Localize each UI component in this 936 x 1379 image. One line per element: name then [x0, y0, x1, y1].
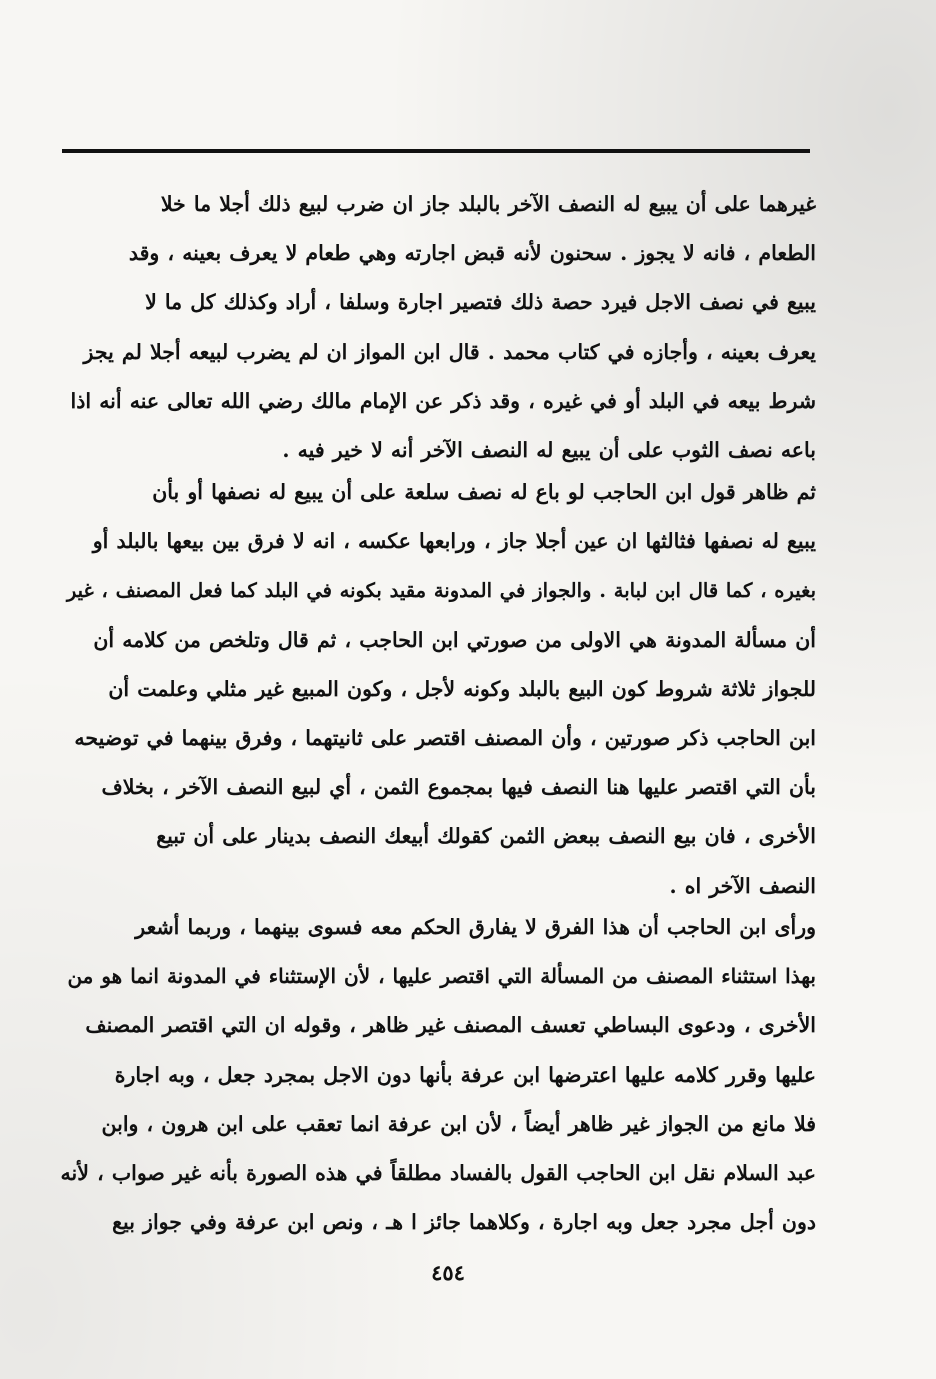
text-line: فلا مانع من الجواز غير ظاهر أيضاً ، لأن ابن عرفة انما تعقب على ابن هرون ، وابن: [101, 1111, 816, 1136]
text-line: بأن التي اقتصر عليها هنا النصف فيها بمجموع الثمن ، أي لبيع النصف الآخر ، بخلاف: [101, 775, 816, 800]
text-line: الأخرى ، ودعوى البساطي تعسف المصنف غير ظاهر ، وقوله ان التي اقتصر المصنف: [85, 1013, 816, 1038]
text-line: الطعام ، فانه لا يجوز . سحنون لأنه قبض اجارته وهي طعام لا يعرف بعينه ، وقد: [128, 241, 816, 266]
text-line: شرط بيعه في البلد أو في غيره ، وقد ذكر عن الإمام مالك رضي الله تعالى عنه أنه اذا: [70, 388, 816, 413]
text-line: بهذا استثناء المصنف من المسألة التي اقتصر عليها ، لأن الإستثناء في المدونة انما هو من: [67, 964, 816, 989]
text-line: غيرهما على أن يبيع له النصف الآخر بالبلد جاز ان ضرب لبيع ذلك أجلا ما خلا: [160, 192, 816, 216]
text-line: بغيره ، كما قال ابن لبابة . والجواز في المدونة مقيد بكونه في البلد كما فعل المصنف ، غير: [66, 579, 816, 603]
text-line: يبيع له نصفها فثالثها ان عين أجلا جاز ، ورابعها عكسه ، انه لا فرق بين بيعها بالبلد أو: [92, 529, 816, 554]
text-line: أن مسألة المدونة هي الاولى من صورتي ابن الحاجب ، ثم قال وتلخص من كلامه أن: [93, 627, 816, 652]
text-line: دون أجل مجرد جعل وبه اجارة ، وكلاهما جائز ا هـ ، ونص ابن عرفة وفي جواز بيع: [112, 1210, 816, 1235]
text-line: للجواز ثلاثة شروط كون البيع بالبلد وكونه لأجل ، وكون المبيع غير مثلي وعلمت أن: [108, 676, 816, 701]
text-line: يعرف بعينه ، وأجازه في كتاب محمد . قال ابن المواز ان لم يضرب لبيعه أجلا لم يجز: [83, 339, 816, 364]
text-line: ثم ظاهر قول ابن الحاجب لو باع له نصف سلعة على أن يبيع له نصفها أو بأن: [152, 480, 816, 504]
text-line: عبد السلام نقل ابن الحاجب القول بالفساد مطلقاً في هذه الصورة بأنه غير صواب ، لأنه: [60, 1160, 816, 1185]
paragraph-2: [60, 468, 816, 911]
text-line: ابن الحاجب ذكر صورتين ، وأن المصنف اقتصر على ثانيتهما ، وفرق بينهما في توضيحه: [74, 725, 816, 750]
paragraph-3: [60, 903, 816, 1247]
text-line: عليها وقرر كلامه عليها اعترضها ابن عرفة بأنها دون الاجل بمجرد جعل ، وبه اجارة: [114, 1062, 816, 1087]
page-number: ٤٥٤: [431, 1260, 465, 1285]
text-line: ورأى ابن الحاجب أن هذا الفرق لا يفارق الحكم معه فسوى بينهما ، وربما أشعر: [135, 915, 816, 939]
text-line: باعه نصف الثوب على أن يبيع له النصف الآخر أنه لا خير فيه .: [282, 437, 816, 462]
header-rule: [62, 149, 810, 153]
text-line: النصف الآخر اه .: [669, 873, 816, 898]
text-line: يبيع في نصف الاجل فيرد حصة ذلك فتصير اجارة وسلفا ، أراد وكذلك كل ما لا: [145, 290, 816, 315]
text-line: الأخرى ، فان بيع النصف ببعض الثمن كقولك أبيعك النصف بدينار على أن تبيع: [156, 824, 816, 849]
paragraph-1: [60, 180, 816, 475]
